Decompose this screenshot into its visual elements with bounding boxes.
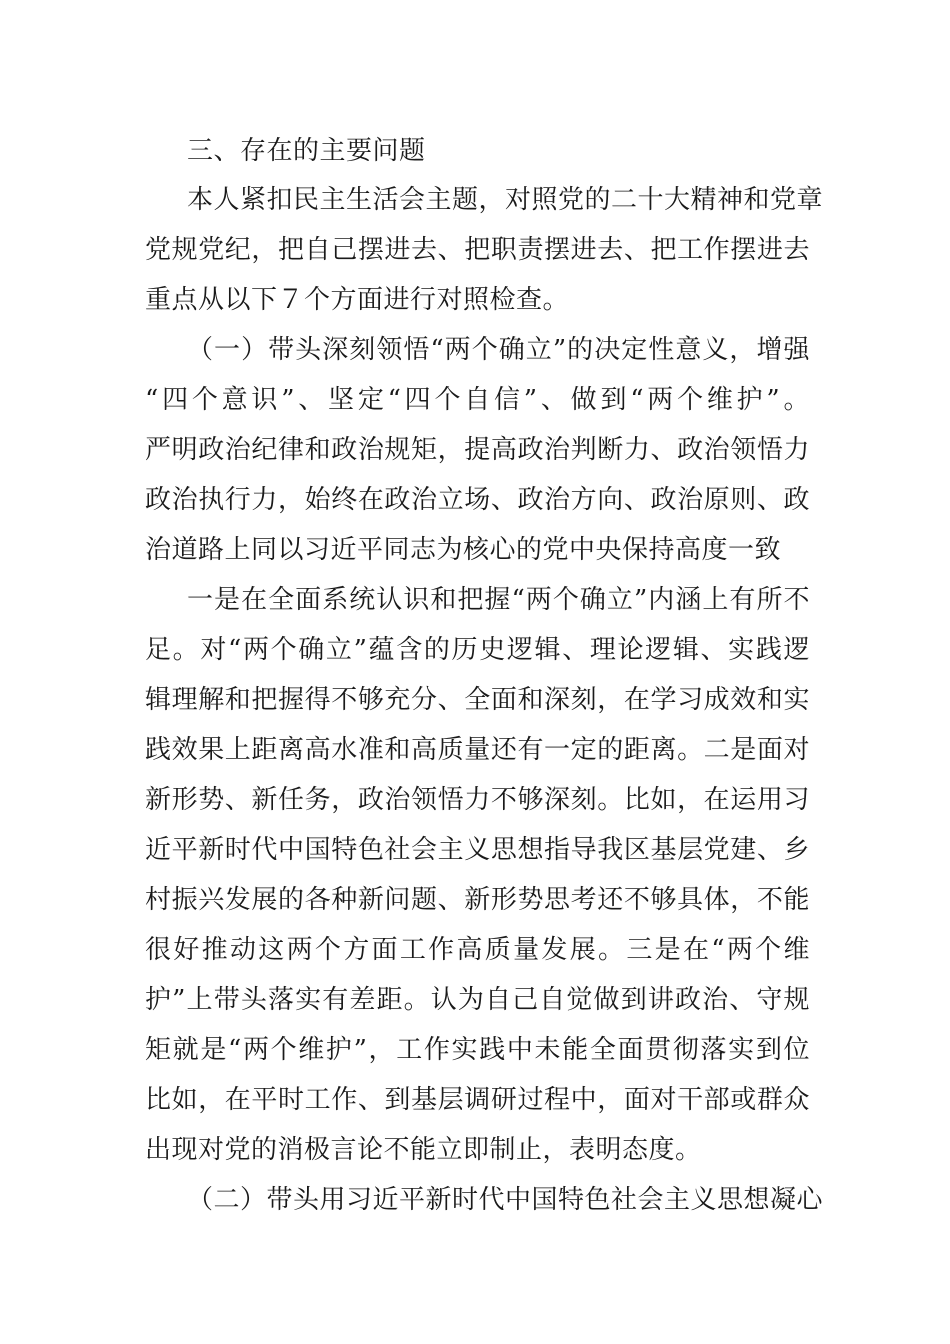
paragraph-line: 护”上带头落实有差距。认为自己自觉做到讲政治、守规 [145, 985, 810, 1015]
paragraph-line: 治道路上同以习近平同志为核心的党中央保持高度一致 [145, 535, 782, 565]
section-heading: 三、存在的主要问题 [187, 136, 426, 166]
paragraph-line: 矩就是“两个维护”，工作实践中未能全面贯彻落实到位 [145, 1035, 810, 1065]
paragraph-line: 出现对党的消极言论不能立即制止，表明态度。 [145, 1135, 702, 1165]
paragraph-line: 本人紧扣民主生活会主题，对照党的二十大精神和党章 [187, 185, 824, 215]
paragraph-line: 辑理解和把握得不够充分、全面和深刻，在学习成效和实 [145, 685, 810, 715]
paragraph-line: 村振兴发展的各种新问题、新形势思考还不够具体，不能 [145, 885, 810, 915]
paragraph-line: 践效果上距离高水准和高质量还有一定的距离。二是面对 [145, 735, 810, 765]
paragraph-line: 新形势、新任务，政治领悟力不够深刻。比如，在运用习 [145, 785, 810, 815]
paragraph-line: 很好推动这两个方面工作高质量发展。三是在“两个维 [145, 935, 810, 965]
paragraph-line: 严明政治纪律和政治规矩，提高政治判断力、政治领悟力 [145, 435, 810, 465]
paragraph-line: 重点从以下７个方面进行对照检查。 [145, 285, 570, 315]
paragraph-line: “四个意识”、坚定“四个自信”、做到“两个维护”。 [145, 385, 810, 415]
paragraph-line: 一是在全面系统认识和把握“两个确立”内涵上有所不 [187, 585, 810, 615]
paragraph-line: 政治执行力，始终在政治立场、政治方向、政治原则、政 [145, 485, 810, 515]
paragraph-line: 党规党纪，把自己摆进去、把职责摆进去、把工作摆进去 [145, 235, 810, 265]
paragraph-line: （一）带头深刻领悟“两个确立”的决定性意义，增强 [187, 335, 810, 365]
paragraph-line: 足。对“两个确立”蕴含的历史逻辑、理论逻辑、实践逻 [145, 635, 810, 665]
paragraph-line: 近平新时代中国特色社会主义思想指导我区基层党建、乡 [145, 835, 810, 865]
paragraph-line: 比如，在平时工作、到基层调研过程中，面对干部或群众 [145, 1085, 810, 1115]
paragraph-line: （二）带头用习近平新时代中国特色社会主义思想凝心 [187, 1185, 824, 1215]
